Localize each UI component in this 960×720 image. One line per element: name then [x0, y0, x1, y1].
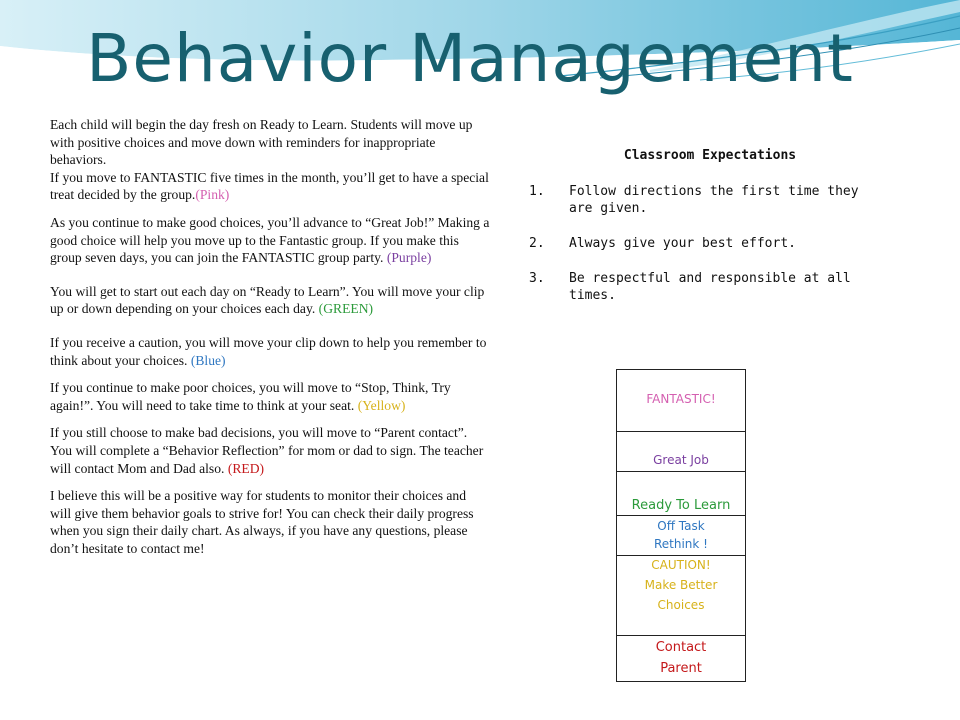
paragraph-caution: [50, 334, 490, 369]
zone-label: FANTASTIC!: [646, 392, 716, 406]
classroom-expectations: [525, 148, 885, 322]
paragraph-text: If you still choose to make bad decisions, you will move to “Parent contact”. You will complete a “Behavior Reflection” for mom or dad to sign. The teacher will contact Mom and Dad also.: [50, 425, 484, 476]
expectations-heading: Classroom Expectations: [623, 148, 797, 163]
list-text: Be respectful and responsible at all times.: [569, 271, 851, 303]
list-item: [525, 235, 885, 252]
paragraph-great-job: [50, 214, 490, 267]
page-title: Behavior Management: [86, 20, 854, 97]
paragraph-closing: I believe this will be a positive way for students to monitor their choices and will give them behavior goals to strive for! You can check their daily progress when you sign their daily chart. As always, if you have any questions, please don’t hesitate to contact me!: [50, 488, 474, 556]
paragraph-fantastic-reward: [50, 169, 490, 204]
zone-caution: [617, 556, 745, 636]
paragraph-ready-to-learn: [50, 283, 490, 318]
paragraph-text: If you continue to make poor choices, you will move to “Stop, Think, Try again!”. You will need to take time to think at your seat.: [50, 380, 451, 413]
color-label-blue: (Blue): [190, 352, 226, 368]
color-label-pink: (Pink): [195, 187, 230, 203]
zone-ready-to-learn: [617, 472, 745, 516]
list-number: 3.: [529, 271, 545, 286]
list-item: [525, 183, 885, 217]
paragraph-text: As you continue to make good choices, you’ll advance to “Great Job!” Making a good choice will help you move up to the Fantastic group. If you make this group seven days, you can join the FANTASTIC group party.: [50, 214, 490, 266]
zone-contact-parent: [617, 636, 745, 681]
color-label-yellow: (Yellow): [357, 397, 406, 413]
paragraph-text: If you receive a caution, you will move your clip down to help you remember to think about your choices.: [50, 334, 487, 368]
paragraph-text: You will get to start out each day on “Ready to Learn”. You will move your clip up or down depending on your choices each day.: [50, 283, 485, 317]
zone-label: Great Job: [653, 453, 709, 467]
zone-label-line2: Rethink !: [653, 537, 708, 551]
zone-label-line2: Make Better: [644, 578, 718, 592]
list-text: Follow directions the first time they are given.: [569, 184, 859, 216]
list-number: 1.: [529, 184, 545, 199]
paragraph-stop-think: [50, 379, 490, 414]
zone-label-line1: CAUTION!: [651, 558, 711, 572]
zone-label-line1: Contact: [655, 640, 707, 655]
zone-fantastic: [617, 370, 745, 432]
behavior-description: [50, 116, 490, 565]
zone-label: Ready To Learn: [631, 498, 731, 513]
paragraph-parent-contact: [50, 424, 490, 477]
color-label-purple: (Purple): [386, 250, 432, 266]
list-text: Always give your best effort.: [569, 236, 796, 251]
zone-label-line2: Parent: [660, 661, 702, 676]
paragraph-text: If you move to FANTASTIC five times in the month, you’ll get to have a special treat decided by the group.: [50, 169, 489, 203]
list-number: 2.: [529, 236, 545, 251]
paragraph-intro: Each child will begin the day fresh on Ready to Learn. Students will move up with positive choices and move down with reminders for inappropriate behaviors.: [50, 117, 473, 168]
zone-great-job: [617, 432, 745, 472]
zone-label-line1: Off Task: [657, 519, 705, 533]
color-label-green: (GREEN): [318, 301, 374, 317]
expectations-list: [525, 183, 885, 304]
list-item: [525, 270, 885, 304]
zone-off-task: [617, 516, 745, 556]
zone-label-line3: Choices: [657, 598, 705, 612]
color-label-red: (RED): [227, 460, 265, 476]
behavior-clip-chart: [616, 369, 746, 682]
